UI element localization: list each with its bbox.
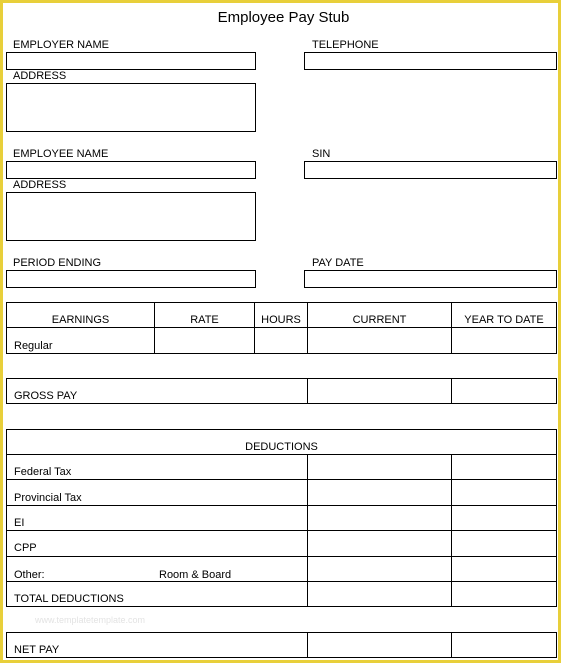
other-current-cell[interactable] [307, 556, 452, 582]
sin-field[interactable] [304, 161, 557, 179]
employer-address-field[interactable] [6, 83, 256, 132]
employee-address-field[interactable] [6, 192, 256, 241]
hours-header-cell [254, 302, 308, 328]
sin-label: SIN [312, 148, 331, 160]
pay-date-field[interactable] [304, 270, 557, 288]
regular-label: Regular [14, 340, 53, 352]
regular-label-cell [6, 327, 155, 354]
ei-current-cell[interactable] [307, 505, 452, 531]
employer-name-label: EMPLOYER NAME [13, 39, 109, 51]
period-ending-label: PERIOD ENDING [13, 257, 102, 269]
employer-address-label: ADDRESS [13, 70, 67, 82]
ei-label: EI [14, 517, 25, 529]
gross-pay-label-cell [6, 378, 308, 404]
net-pay-label: NET PAY [14, 644, 60, 656]
period-ending-field[interactable] [6, 270, 256, 288]
earnings-header-cell [6, 302, 155, 328]
deductions-header-cell [6, 429, 557, 455]
watermark-text: www.templatetemplate.com [35, 615, 146, 625]
net-pay-ytd-cell[interactable] [451, 632, 557, 658]
current-header-cell [307, 302, 452, 328]
ei-label-cell [6, 505, 308, 531]
other-label-cell [6, 556, 308, 582]
rate-header-cell [154, 302, 255, 328]
total-deductions-current-cell[interactable] [307, 581, 452, 607]
employee-name-label: EMPLOYEE NAME [13, 148, 109, 160]
provincial-tax-label-cell [6, 479, 308, 506]
ei-ytd-cell[interactable] [451, 505, 557, 531]
total-deductions-label-cell [6, 581, 308, 607]
gross-pay-current-cell[interactable] [307, 378, 452, 404]
hours-header: HOURS [261, 314, 301, 326]
cpp-label-cell [6, 530, 308, 557]
provincial-tax-current-cell[interactable] [307, 479, 452, 506]
earnings-header: EARNINGS [51, 314, 110, 326]
provincial-tax-ytd-cell[interactable] [451, 479, 557, 506]
telephone-label: TELEPHONE [312, 39, 379, 51]
other-value: Room & Board [159, 569, 232, 581]
other-label: Other: [14, 569, 45, 581]
regular-ytd-cell[interactable] [451, 327, 557, 354]
total-deductions-label: TOTAL DEDUCTIONS [14, 593, 124, 605]
pay-date-label: PAY DATE [312, 257, 364, 269]
deductions-header: DEDUCTIONS [245, 441, 318, 453]
total-deductions-ytd-cell[interactable] [451, 581, 557, 607]
provincial-tax-label: Provincial Tax [14, 492, 82, 504]
federal-tax-ytd-cell[interactable] [451, 454, 557, 480]
cpp-current-cell[interactable] [307, 530, 452, 557]
rate-header: RATE [190, 314, 219, 326]
employee-address-label: ADDRESS [13, 179, 67, 191]
net-pay-label-cell [6, 632, 308, 658]
ytd-header: YEAR TO DATE [464, 314, 544, 326]
page-title: Employee Pay Stub [217, 9, 350, 26]
federal-tax-label-cell [6, 454, 308, 480]
gross-pay-label: GROSS PAY [14, 390, 78, 402]
federal-tax-label: Federal Tax [14, 466, 72, 478]
regular-current-cell[interactable] [307, 327, 452, 354]
employer-name-field[interactable] [6, 52, 256, 70]
net-pay-current-cell[interactable] [307, 632, 452, 658]
gross-pay-ytd-cell[interactable] [451, 378, 557, 404]
regular-hours-cell[interactable] [254, 327, 308, 354]
regular-rate-cell[interactable] [154, 327, 255, 354]
telephone-field[interactable] [304, 52, 557, 70]
ytd-header-cell [451, 302, 557, 328]
cpp-ytd-cell[interactable] [451, 530, 557, 557]
cpp-label: CPP [14, 542, 37, 554]
employee-name-field[interactable] [6, 161, 256, 179]
other-ytd-cell[interactable] [451, 556, 557, 582]
current-header: CURRENT [352, 314, 407, 326]
federal-tax-current-cell[interactable] [307, 454, 452, 480]
